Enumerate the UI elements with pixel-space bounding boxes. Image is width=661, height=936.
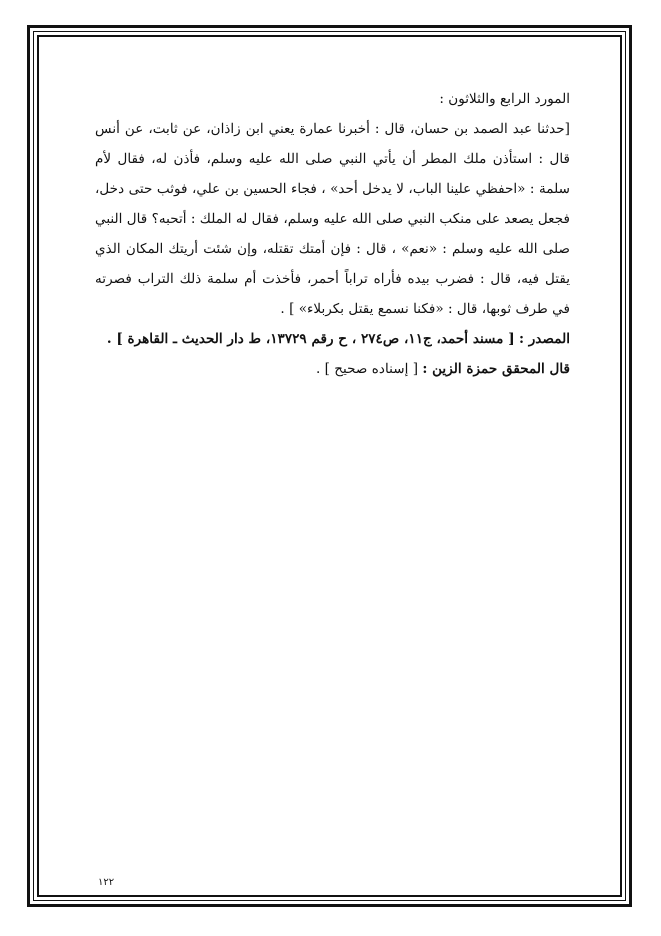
source-text: [ مسند أحمد، ج١١، ص٢٧٤ ، ح رقم ١٣٧٢٩، ط دار الحديث ـ القاهرة ] . [106,331,515,347]
page-content [95,84,570,384]
grader-label: قال المحقق حمزة الزين : [422,361,570,377]
grader-text: [ إسناده صحيح ] . [316,361,418,377]
page-number: ١٢٢ [98,877,115,888]
source-label: المصدر : [518,331,570,347]
source-paragraph [95,324,570,354]
hadith-text: [حدثنا عبد الصمد بن حسان، قال : أخبرنا عمارة يعني ابن زاذان، عن ثابت، عن أنس قال : استأذن ملك المطر أن يأتي النبي صلى الله عليه وسلم، فأذن له، فقال لأم سلمة : «احفظي علينا الباب، لا يدخل أحد» ، فجاء الحسين بن علي، فوثب حتى دخل، فجعل يصعد على منكب النبي صلى الله عليه وسلم، فقال له الملك : أتحبه؟ قال النبي صلى الله عليه وسلم : «نعم» ، قال : فإن أمتك تقتله، وإن شئت أريتك المكان الذي يقتل فيه، قال : فضرب بيده فأراه تراباً أحمر، فأخذت أم سلمة ذلك التراب فصرته في طرف ثوبها، قال : «فكنا نسمع يقتل بكربلاء» ] . [95,121,570,317]
grader-paragraph [95,354,570,384]
section-heading: المورد الرابع والثلاثون : [439,91,570,107]
